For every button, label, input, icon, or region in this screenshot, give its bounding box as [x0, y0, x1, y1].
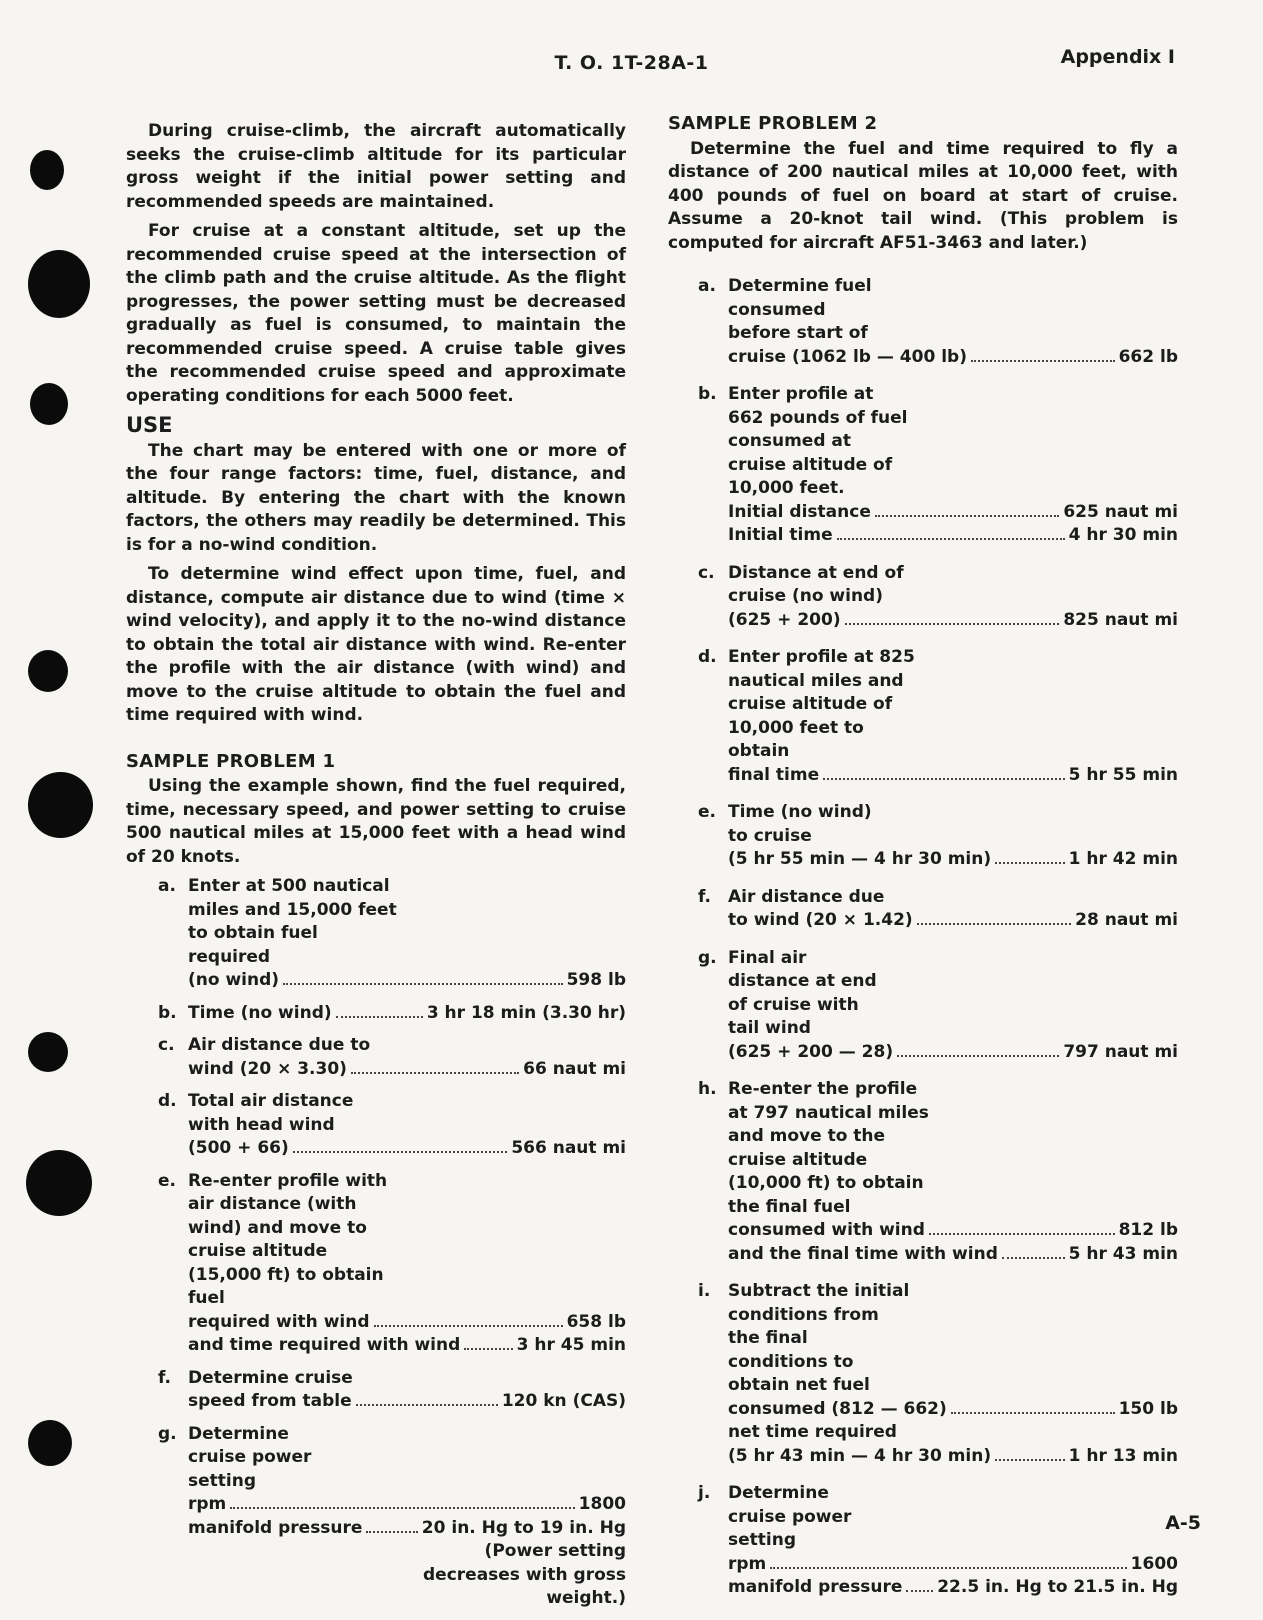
step-letter: a. [158, 876, 176, 896]
step-label: Initial time [728, 525, 833, 545]
step-item [698, 1078, 1178, 1266]
step-text: Re-enter the profile at 797 nautical miles and move to the cruise altitude (10,000 ft) to obtain the final fuel [728, 1079, 929, 1217]
step-value: 5 hr 43 min [1068, 1243, 1178, 1264]
step-value: 625 naut mi [1063, 501, 1178, 522]
paragraph: To determine wind effect upon time, fuel, and distance, compute air distance due to wind (time × wind velocity), and apply it to the no-wind distance to obtain the total air distance with wind. Re-enter the profile with the air distance (with wind) and move to the cruise altitude to obtain the fuel and time required with wind. [126, 564, 626, 725]
step-item [698, 801, 1178, 872]
leader-line [188, 1311, 626, 1335]
dot-leader [230, 1507, 574, 1509]
footnote: (Power setting decreases with gross weight.) [423, 1541, 626, 1608]
dot-leader [995, 862, 1065, 864]
step-text: Time (no wind) to cruise [728, 802, 872, 846]
step-list [158, 875, 626, 1611]
step-value: 1600 [1130, 1553, 1178, 1574]
step-value: 797 naut mi [1063, 1041, 1178, 1062]
step-text: net time required [728, 1422, 897, 1442]
step-label: consumed (812 — 662) [728, 1398, 947, 1419]
binder-hole [30, 150, 64, 190]
step-text: Determine cruise power setting [188, 1423, 312, 1491]
sample-problem-heading: SAMPLE PROBLEM 1 [126, 750, 336, 772]
step-letter: d. [698, 647, 717, 667]
dot-leader [283, 983, 563, 985]
step-label: manifold pressure [728, 1577, 903, 1597]
problem-intro: Determine the fuel and time required to fly a distance of 200 nautical miles at 10,000 feet, with 400 pounds of fuel on board at start of cruise. Assume a 20-knot tail wind. (This problem is computed for aircraft AF51-3463 and later.) [668, 138, 1178, 253]
leader-line [728, 1445, 1178, 1469]
step-label: speed from table [188, 1391, 352, 1411]
step-letter: h. [698, 1079, 717, 1099]
binder-hole [28, 250, 90, 318]
document-number: T. O. 1T-28A-1 [554, 52, 709, 74]
step-value: 825 naut mi [1063, 609, 1178, 630]
step-label: and the final time with wind [728, 1243, 998, 1264]
paragraph: For cruise at a constant altitude, set up the recommended cruise speed at the intersection of the climb path and the cruise altitude. As the flight progresses, the power setting must be decreased gradually as fuel is consumed, to maintain the recommended cruise speed. A cruise table gives the recommended cruise speed and approximate operating conditions for each 5000 feet. [126, 221, 626, 406]
leader-line [728, 1576, 1178, 1600]
step-label: (625 + 200 — 28) [728, 1041, 894, 1062]
dot-leader [823, 778, 1065, 780]
step-letter: b. [158, 1002, 177, 1023]
step-letter: g. [698, 947, 717, 968]
step-letter: f. [698, 886, 711, 907]
dot-leader [845, 623, 1060, 625]
binder-hole [28, 650, 68, 692]
leader-line [188, 969, 626, 993]
step-label: (5 hr 55 min — 4 hr 30 min) [728, 849, 992, 869]
binder-hole [28, 772, 93, 838]
step-label: (625 + 200) [728, 609, 841, 630]
step-text: Enter profile at 662 pounds of fuel consumed at cruise altitude of 10,000 feet. [728, 384, 908, 498]
step-label: cruise (1062 lb — 400 lb) [728, 346, 967, 367]
binder-hole [28, 1420, 72, 1466]
step-item [158, 1002, 626, 1026]
step-letter: g. [158, 1423, 177, 1444]
step-value: 658 lb [566, 1311, 626, 1332]
dot-leader [929, 1233, 1115, 1235]
page-number: A-5 [1165, 1512, 1201, 1534]
step-value: 3 hr 18 min (3.30 hr) [426, 1002, 626, 1023]
step-text: Enter profile at 825 nautical miles and cruise altitude of 10,000 feet to obtain [728, 647, 915, 761]
step-letter: c. [698, 562, 715, 583]
dot-leader [995, 1459, 1065, 1461]
section-label: Appendix I [1060, 46, 1175, 68]
dot-leader [951, 1412, 1115, 1414]
step-item [158, 1090, 626, 1161]
section-heading: USE [126, 413, 173, 437]
dot-leader [917, 923, 1071, 925]
problem-intro: Using the example shown, find the fuel required, time, necessary speed, and power setting to cruise 500 nautical miles at 15,000 feet with a head wind of 20 knots. [126, 776, 626, 867]
step-letter: d. [158, 1091, 177, 1111]
step-letter: c. [158, 1035, 175, 1055]
step-letter: a. [698, 276, 716, 296]
step-value: 22.5 in. Hg to 21.5 in. Hg [937, 1577, 1178, 1597]
step-item [158, 1367, 626, 1414]
step-label: required with wind [188, 1311, 370, 1332]
leader-line [188, 1334, 626, 1358]
step-value: 5 hr 55 min [1068, 764, 1178, 785]
step-text: Determine cruise [188, 1367, 353, 1388]
step-item [698, 383, 1178, 548]
step-value: 1 hr 42 min [1068, 849, 1178, 869]
leader-line [728, 764, 1178, 788]
step-value: 662 lb [1118, 346, 1178, 367]
step-label: final time [728, 764, 820, 785]
step-value: 1800 [578, 1494, 626, 1514]
binder-hole [26, 1150, 92, 1216]
step-label: (no wind) [188, 970, 280, 990]
step-value: 120 kn (CAS) [501, 1391, 626, 1411]
binder-hole [30, 383, 68, 425]
step-item [158, 1423, 626, 1611]
leader-line [188, 1137, 626, 1161]
leader-line [188, 1517, 626, 1541]
step-label: and time required with wind [188, 1335, 461, 1355]
paragraph: The chart may be entered with one or more of the four range factors: time, fuel, distance, and altitude. By entering the chart with the known factors, the others may readily be determined. This is for a no-wind condition. [126, 440, 626, 555]
dot-leader [351, 1072, 519, 1074]
step-text: Air distance due [728, 886, 885, 907]
step-text: Re-enter profile with air distance (with wind) and move to cruise altitude (15,000 ft) to obtain fuel [188, 1170, 388, 1308]
leader-line [728, 346, 1178, 370]
step-label: Time (no wind) [188, 1002, 332, 1023]
step-item [698, 562, 1178, 633]
leader-line [728, 848, 1178, 872]
dot-leader [770, 1567, 1126, 1569]
dot-leader [971, 360, 1115, 362]
leader-line [188, 1002, 626, 1026]
step-value: 566 naut mi [511, 1138, 626, 1158]
step-value: 28 naut mi [1075, 910, 1178, 930]
paragraph: During cruise-climb, the aircraft automatically seeks the cruise-climb altitude for its particular gross weight if the initial power setting and recommended speeds are maintained. [126, 121, 626, 212]
leader-line [728, 909, 1178, 933]
step-item [698, 886, 1178, 933]
leader-line [728, 501, 1178, 525]
step-label: rpm [728, 1553, 767, 1574]
leader-line [728, 1398, 1178, 1422]
dot-leader [336, 1016, 423, 1018]
step-value: 1 hr 13 min [1068, 1445, 1178, 1466]
step-text: Subtract the initial conditions from the final conditions to obtain net fuel [728, 1281, 910, 1395]
left-column [126, 120, 626, 1620]
leader-line [728, 609, 1178, 633]
step-text: Enter at 500 nautical miles and 15,000 feet to obtain fuel required [188, 876, 397, 967]
step-item [698, 646, 1178, 787]
leader-line [188, 1058, 626, 1082]
leader-line [728, 524, 1178, 548]
leader-line [728, 1041, 1178, 1065]
step-letter: f. [158, 1367, 171, 1388]
step-value: 66 naut mi [523, 1058, 626, 1079]
step-item [698, 1482, 1178, 1600]
dot-leader [366, 1531, 417, 1533]
dot-leader [897, 1055, 1059, 1057]
dot-leader [293, 1151, 508, 1153]
step-text: Determine cruise power setting [728, 1483, 852, 1550]
step-label: (5 hr 43 min — 4 hr 30 min) [728, 1445, 992, 1466]
step-item [698, 947, 1178, 1065]
step-letter: e. [698, 802, 716, 822]
step-text: Final air distance at end of cruise with tail wind [728, 947, 877, 1038]
step-letter: b. [698, 384, 717, 404]
step-label: manifold pressure [188, 1517, 363, 1538]
step-label: rpm [188, 1494, 227, 1514]
sample-problem-heading: SAMPLE PROBLEM 2 [668, 113, 878, 134]
leader-line [728, 1553, 1178, 1577]
step-letter: i. [698, 1281, 711, 1301]
step-item [158, 875, 626, 993]
step-text: Determine fuel consumed before start of [728, 276, 872, 343]
step-letter: j. [698, 1483, 711, 1503]
step-text: Distance at end of cruise (no wind) [728, 562, 904, 606]
step-item [158, 1034, 626, 1081]
step-label: consumed with wind [728, 1220, 925, 1240]
leader-line [188, 1390, 626, 1414]
step-value: 20 in. Hg to 19 in. Hg [421, 1517, 626, 1538]
step-item [158, 1170, 626, 1358]
step-text: Total air distance with head wind [188, 1091, 354, 1135]
step-list [698, 275, 1178, 1600]
step-value: 4 hr 30 min [1068, 525, 1178, 545]
dot-leader [356, 1404, 498, 1406]
step-label: (500 + 66) [188, 1138, 289, 1158]
step-label: wind (20 × 3.30) [188, 1058, 347, 1079]
leader-line [188, 1493, 626, 1517]
dot-leader [374, 1325, 563, 1327]
dot-leader [464, 1348, 512, 1350]
dot-leader [1002, 1257, 1065, 1259]
binder-hole [28, 1032, 68, 1072]
dot-leader [837, 538, 1065, 540]
step-label: Initial distance [728, 501, 871, 522]
leader-line [728, 1243, 1178, 1267]
step-item [698, 1280, 1178, 1468]
right-column [668, 112, 1178, 1614]
step-letter: e. [158, 1170, 176, 1191]
step-value: 3 hr 45 min [516, 1335, 626, 1355]
step-value: 150 lb [1118, 1398, 1178, 1419]
dot-leader [906, 1590, 933, 1592]
step-value: 598 lb [566, 970, 626, 990]
step-item [698, 275, 1178, 369]
step-text: Air distance due to [188, 1035, 371, 1055]
dot-leader [875, 515, 1059, 517]
step-value: 812 lb [1118, 1220, 1178, 1240]
step-label: to wind (20 × 1.42) [728, 910, 913, 930]
leader-line [728, 1219, 1178, 1243]
